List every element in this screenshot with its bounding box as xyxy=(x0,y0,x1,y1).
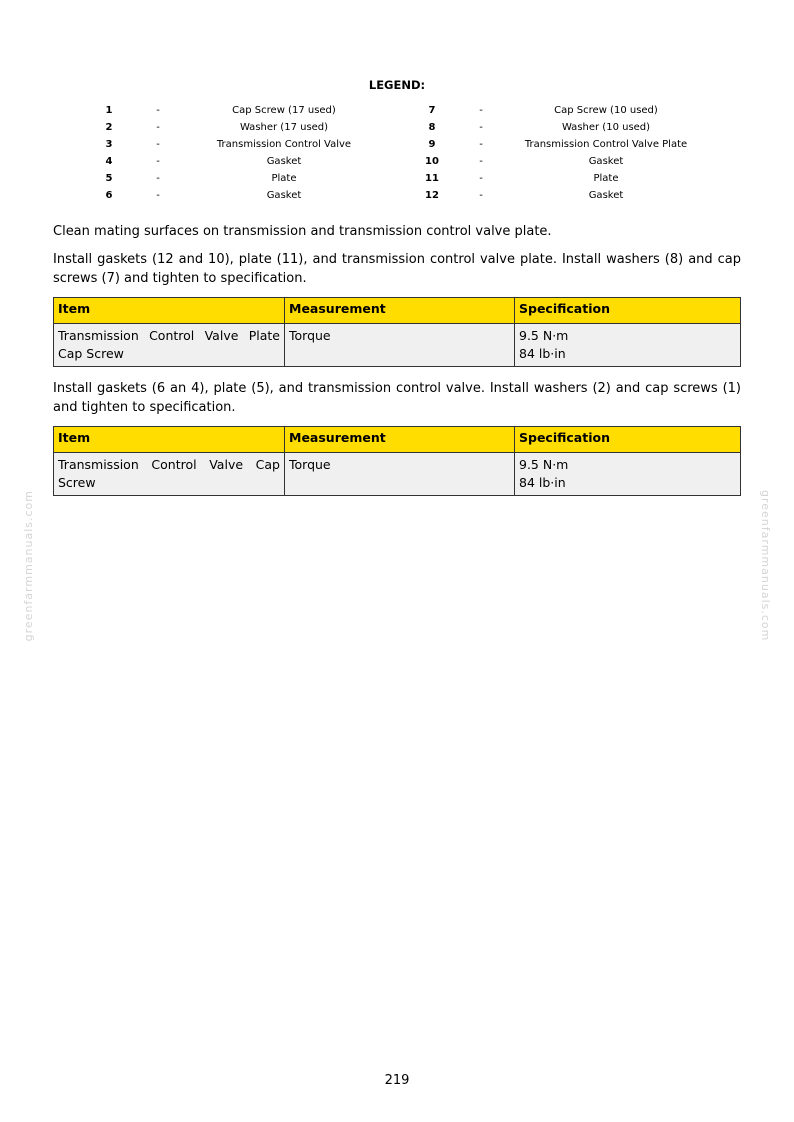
legend-dash: - xyxy=(156,173,160,184)
item-cell: Transmission Control Valve Cap Screw xyxy=(54,453,285,496)
legend-number: 10 xyxy=(425,156,439,167)
legend-label: Plate xyxy=(271,173,297,184)
column-header: Specification xyxy=(515,427,741,453)
legend-label: Washer (10 used) xyxy=(561,122,651,133)
legend-label: Gasket xyxy=(588,190,624,201)
legend-row xyxy=(0,190,794,207)
legend-row xyxy=(0,139,794,156)
legend-label: Gasket xyxy=(266,156,302,167)
legend-label: Transmission Control Valve Plate xyxy=(524,139,688,150)
measurement-cell: Torque xyxy=(285,453,515,496)
legend-row xyxy=(0,173,794,190)
legend-number: 7 xyxy=(428,105,436,116)
instruction-paragraph: Install gaskets (12 and 10), plate (11), and transmission control valve plate. Install washers (8) and cap screws (7) and tighten to specification. xyxy=(53,252,741,286)
instruction-paragraph: Clean mating surfaces on transmission and transmission control valve plate. xyxy=(53,224,552,239)
spec-metric: 9.5 N·m xyxy=(519,328,569,343)
legend-number: 12 xyxy=(425,190,439,201)
legend-dash: - xyxy=(479,156,483,167)
legend-number: 11 xyxy=(425,173,439,184)
table-row xyxy=(54,453,741,496)
legend-label: Plate xyxy=(593,173,619,184)
legend-label: Cap Screw (17 used) xyxy=(232,105,336,116)
measurement-cell: Torque xyxy=(285,324,515,367)
column-header: Measurement xyxy=(285,427,515,453)
page-number: 219 xyxy=(384,1073,410,1088)
legend-number: 9 xyxy=(428,139,436,150)
legend-number: 8 xyxy=(428,122,436,133)
column-header: Item xyxy=(54,298,285,324)
column-header: Measurement xyxy=(285,298,515,324)
legend-row xyxy=(0,156,794,173)
legend-dash: - xyxy=(156,122,160,133)
legend-label: Washer (17 used) xyxy=(239,122,329,133)
legend-number: 4 xyxy=(105,156,113,167)
column-header: Specification xyxy=(515,298,741,324)
watermark-right: greenfarmmanuals.com xyxy=(759,490,772,642)
legend-number: 6 xyxy=(105,190,113,201)
watermark-left: greenfarmmanuals.com xyxy=(22,490,35,642)
legend-label: Transmission Control Valve xyxy=(216,139,352,150)
legend-grid xyxy=(0,105,794,207)
instruction-paragraph: Install gaskets (6 an 4), plate (5), and transmission control valve. Install washers (2) and cap screws (1) and tighten to specification. xyxy=(53,381,741,415)
legend-dash: - xyxy=(479,105,483,116)
item-cell: Transmission Control Valve Plate Cap Screw xyxy=(54,324,285,367)
legend-title: LEGEND: xyxy=(368,78,426,92)
specification-cell xyxy=(515,324,741,367)
legend-dash: - xyxy=(479,139,483,150)
legend-dash: - xyxy=(156,105,160,116)
spec-imperial: 84 lb·in xyxy=(519,475,566,490)
legend-row xyxy=(0,122,794,139)
legend-number: 2 xyxy=(105,122,113,133)
legend-dash: - xyxy=(156,190,160,201)
legend-dash: - xyxy=(479,173,483,184)
spec-imperial: 84 lb·in xyxy=(519,346,566,361)
legend-label: Gasket xyxy=(588,156,624,167)
legend-number: 3 xyxy=(105,139,113,150)
table-row xyxy=(54,324,741,367)
spec-metric: 9.5 N·m xyxy=(519,457,569,472)
column-header: Item xyxy=(54,427,285,453)
legend-dash: - xyxy=(479,122,483,133)
spec-table xyxy=(53,426,741,496)
legend-number: 5 xyxy=(105,173,113,184)
legend-dash: - xyxy=(156,139,160,150)
legend-number: 1 xyxy=(105,105,113,116)
legend-dash: - xyxy=(156,156,160,167)
spec-table xyxy=(53,297,741,367)
table-header-row xyxy=(54,427,741,453)
legend-row xyxy=(0,105,794,122)
legend-dash: - xyxy=(479,190,483,201)
legend-label: Gasket xyxy=(266,190,302,201)
table-header-row xyxy=(54,298,741,324)
legend-label: Cap Screw (10 used) xyxy=(554,105,658,116)
specification-cell xyxy=(515,453,741,496)
